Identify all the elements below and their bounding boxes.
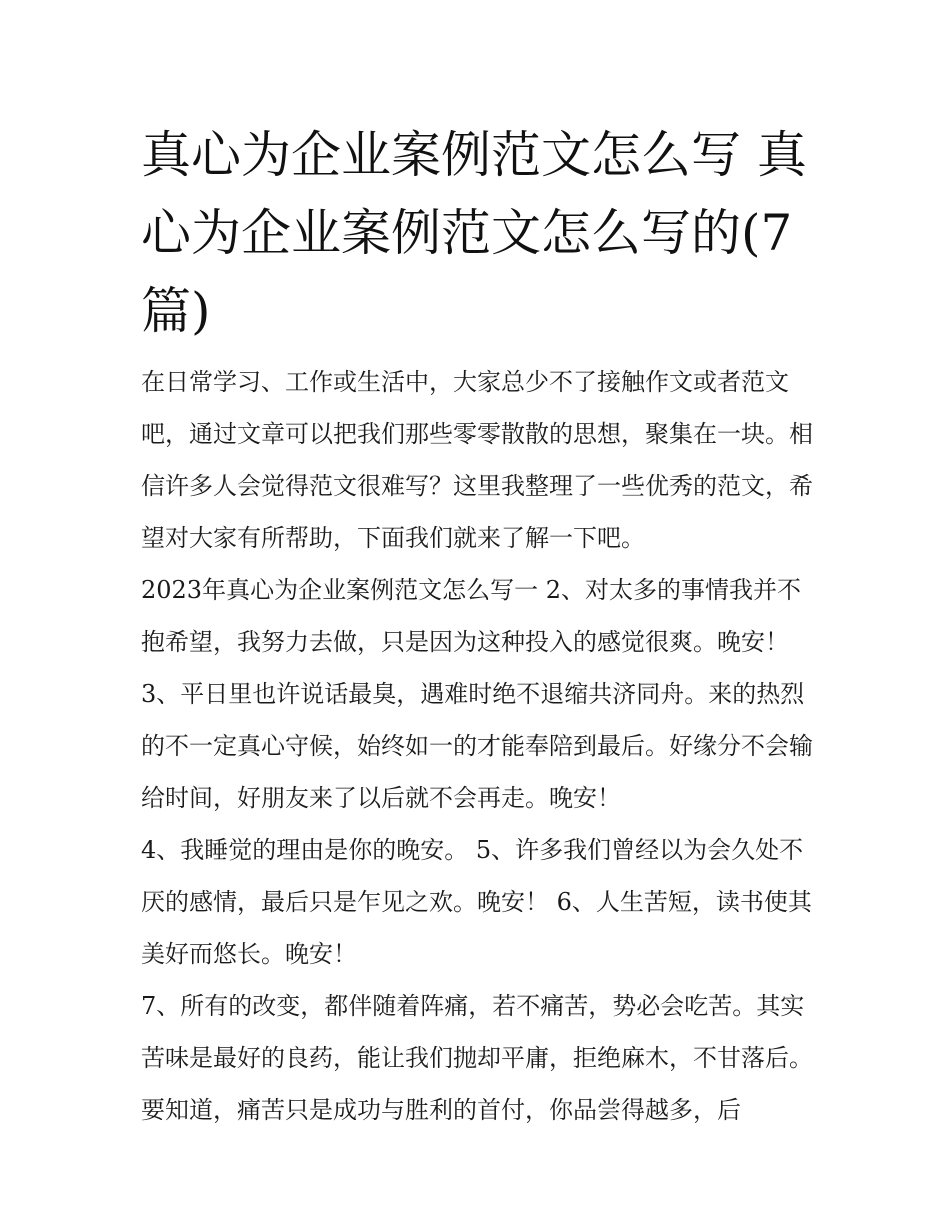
paragraph-1: 2023年真心为企业案例范文怎么写一 2、对太多的事情我并不抱希望，我努力去做，只是因为这种投入的感觉很爽。晚安！3、平日里也许说话最臭，遇难时绝不退缩共济同舟。来的热烈的不一定真心守候，始终如一的才能奉陪到最后。好缘分不会输给时间，好朋友来了以后就不会再走。晚安！ bbox=[141, 576, 813, 812]
paragraph-3: 7、所有的改变，都伴随着阵痛，若不痛苦，势必会吃苦。其实苦味是最好的良药，能让我们抛却平庸，拒绝麻木，不甘落后。要知道，痛苦只是成功与胜利的首付，你品尝得越多，后 bbox=[141, 992, 813, 1124]
paragraph-2: 4、我睡觉的理由是你的晚安。 5、许多我们曾经以为会久处不厌的感情，最后只是乍见之欢。晚安！ 6、人生苦短，读书使其美好而悠长。晚安！ bbox=[141, 836, 812, 968]
document-body bbox=[141, 356, 821, 1136]
paragraph-intro: 在日常学习、工作或生活中，大家总少不了接触作文或者范文吧，通过文章可以把我们那些零零散散的思想，聚集在一块。相信许多人会觉得范文很难写？这里我整理了一些优秀的范文，希望对大家有所帮助，下面我们就来了解一下吧。 bbox=[141, 368, 813, 552]
document-title: 真心为企业案例范文怎么写 真心为企业案例范文怎么写的(7篇) bbox=[141, 126, 807, 340]
